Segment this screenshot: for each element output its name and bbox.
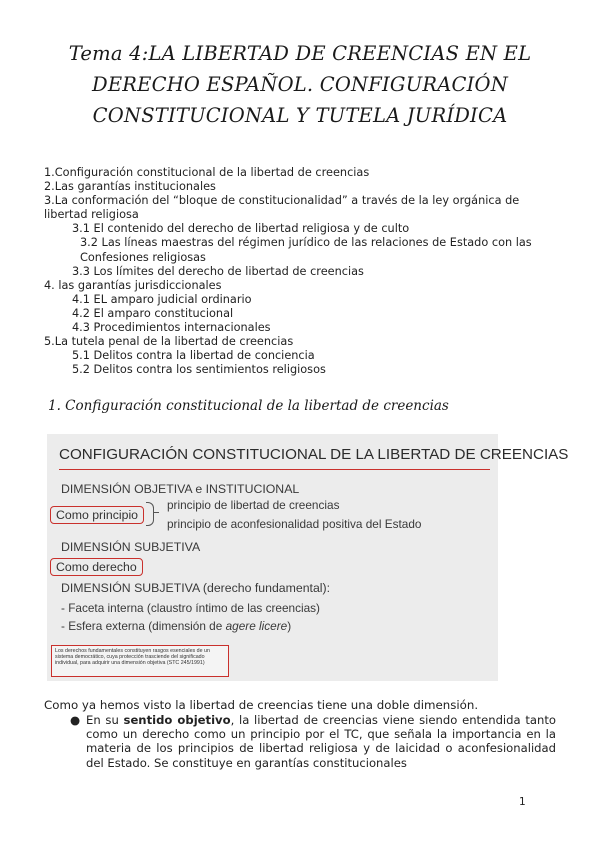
brace-tip xyxy=(153,512,159,513)
principio-aconfesionalidad: principio de aconfesionalidad positiva del Estado xyxy=(167,517,422,531)
toc-item: 1.Configuración constitucional de la libertad de creencias xyxy=(44,166,370,179)
esfera-externa: - Esfera externa (dimensión de agere licere) xyxy=(61,619,292,633)
section-heading: 1. Configuración constitucional de la libertad de creencias xyxy=(48,398,449,414)
toc-subitem: 3.1 El contenido del derecho de libertad religiosa y de culto xyxy=(72,222,410,236)
dim-subjetiva-heading: DIMENSIÓN SUBJETIVA xyxy=(61,540,201,554)
paragraph: Como ya hemos visto la libertad de creencias tiene una doble dimensión. xyxy=(44,698,479,712)
toc-subitem: 4.3 Procedimientos internacionales xyxy=(72,321,271,335)
toc-subitem: 4.1 EL amparo judicial ordinario xyxy=(72,292,252,306)
document-title xyxy=(60,38,540,131)
title-line-1: Tema 4:LA LIBERTAD DE CREENCIAS EN EL xyxy=(68,42,532,65)
dim-subjetiva-fund-heading: DIMENSIÓN SUBJETIVA (derecho fundamental): xyxy=(61,581,331,595)
bullet-item: En su sentido objetivo, la libertad de creencias viene siendo entendida tanto como un derecho como un principio por el TC, que señala la importancia en la materia de los principios de libertad religiosa y de laicidad o aconfesionalidad del Estado. Se constituye en garantías constitucionales xyxy=(86,713,556,770)
toc-item: 4. las garantías jurisdiccionales xyxy=(44,278,222,292)
slide-title-rule xyxy=(59,469,490,470)
toc-subitem: 5.1 Delitos contra la libertad de conciencia xyxy=(72,349,315,363)
toc-subitem: 3.2 Las líneas maestras del régimen jurídico de las relaciones de Estado con las Confesiones religiosas xyxy=(80,236,532,264)
toc-subitem: 3.3 Los límites del derecho de libertad de creencias xyxy=(72,264,364,278)
stc-note: Los derechos fundamentales constituyen rasgos esenciales de un sistema democrático, cuya protección trasciende del significado individual, para adquirir una dimensión objetiva (STC 245/1991) xyxy=(51,645,229,677)
title-line-2: DERECHO ESPAÑOL. CONFIGURACIÓN xyxy=(92,73,508,96)
toc-subitem: 4.2 El amparo constitucional xyxy=(72,306,234,320)
toc-item: 2.Las garantías institucionales xyxy=(44,180,216,194)
toc-subitem: 5.2 Delitos contra los sentimientos religiosos xyxy=(72,363,326,377)
slide-image xyxy=(47,434,569,681)
como-principio-box: Como principio xyxy=(50,506,144,524)
brace-icon xyxy=(146,502,154,526)
faceta-interna: - Faceta interna (claustro íntimo de las creencias) xyxy=(61,601,320,615)
dim-objetiva-heading: DIMENSIÓN OBJETIVA e INSTITUCIONAL xyxy=(61,482,300,496)
principio-libertad: principio de libertad de creencias xyxy=(167,498,340,512)
slide-title: CONFIGURACIÓN CONSTITUCIONAL DE LA LIBERTAD DE CREENCIAS xyxy=(59,446,569,463)
title-line-3: CONSTITUCIONAL Y TUTELA JURÍDICA xyxy=(92,104,508,127)
toc-item: 5.La tutela penal de la libertad de creencias xyxy=(44,335,294,349)
bullet-dot: ● xyxy=(70,713,81,727)
page-number: 1 xyxy=(519,796,526,808)
como-derecho-box: Como derecho xyxy=(50,558,143,576)
table-of-contents xyxy=(44,166,564,377)
toc-item: 3.La conformación del “bloque de constitucionalidad” a través de la ley orgánica de libertad religiosa xyxy=(44,194,520,222)
